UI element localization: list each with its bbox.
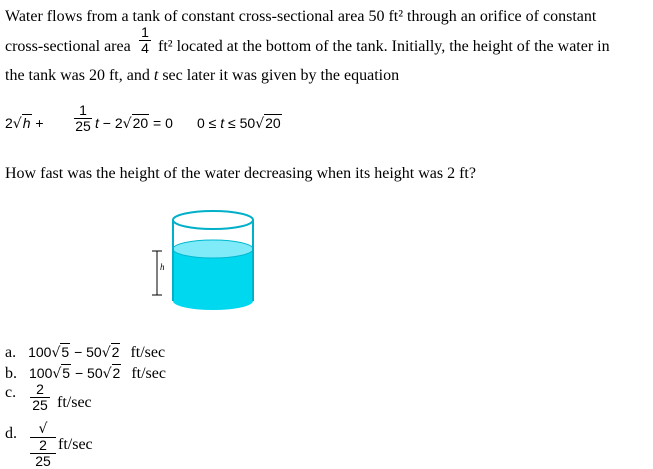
choice-unit: ft/sec: [57, 394, 92, 411]
sqrt-icon: √: [38, 421, 48, 437]
height-label: h: [160, 262, 165, 272]
fraction-one-quarter: [139, 25, 151, 56]
variable-t: t: [153, 67, 159, 84]
tank-rim: [173, 211, 253, 229]
problem-line-3: [5, 68, 399, 84]
choice-letter: a.: [5, 344, 17, 361]
problem-line-2-start: cross-sectional area: [5, 38, 131, 55]
choice-letter: c.: [5, 384, 17, 401]
fraction-numerator: [30, 422, 56, 453]
choice-radicand: 5: [61, 344, 70, 360]
fraction-denominator: 25: [75, 118, 91, 134]
equation-var-h: h: [22, 115, 31, 131]
choice-expression: [28, 344, 120, 360]
choice-a[interactable]: [5, 345, 165, 361]
choice-radicand: 2: [111, 344, 120, 360]
equation-var-t: t: [95, 115, 99, 131]
fraction-denominator: 25: [32, 397, 48, 413]
choice-minus-term: − 50: [74, 365, 103, 381]
choice-radicand: 5: [62, 365, 71, 381]
equation-fraction: [74, 103, 92, 134]
domain-radicand: 20: [265, 115, 281, 131]
equation-right: [95, 116, 173, 131]
choice-unit: ft/sec: [131, 365, 166, 382]
choice-fraction: [30, 382, 50, 413]
choice-letter: b.: [5, 365, 17, 382]
problem-line-2-end: ft² located at the bottom of the tank. Initially, the height of the water in: [158, 38, 610, 55]
fraction-numerator: 2: [36, 381, 44, 397]
water-surface: [173, 240, 253, 258]
choice-expression: [29, 365, 121, 381]
choice-b[interactable]: [5, 366, 166, 382]
equation-minus-term: − 2: [102, 115, 123, 131]
equation-plus: +: [35, 115, 44, 131]
equation-left: [5, 116, 44, 131]
fraction-numerator: 1: [141, 24, 149, 40]
sqrt-icon: √: [122, 116, 132, 132]
equation-domain: [197, 116, 282, 131]
tank-figure: [145, 205, 265, 315]
equation-equals: = 0: [153, 115, 173, 131]
sqrt-icon: √: [255, 116, 265, 132]
fraction-numerator: 1: [79, 102, 87, 118]
domain-upper: ≤ 50: [228, 115, 256, 131]
choice-unit: ft/sec: [58, 436, 93, 453]
domain-lower: 0 ≤: [197, 115, 217, 131]
choice-coef: 100: [28, 344, 52, 360]
sqrt-icon: √: [51, 345, 61, 361]
problem-line-3-start: the tank was 20 ft, and: [5, 67, 150, 84]
equation-coefficient: 2: [5, 115, 13, 131]
equation-radicand: 20: [132, 115, 149, 131]
choice-radicand: 2: [30, 437, 56, 453]
choice-minus-term: − 50: [74, 344, 102, 360]
domain-var-t: t: [220, 115, 225, 131]
choice-fraction: [30, 422, 56, 469]
fraction-denominator: 25: [35, 453, 51, 469]
sqrt-icon: √: [52, 366, 62, 382]
question-text: How fast was the height of the water decreasing when its height was 2 ft?: [5, 165, 476, 182]
choice-radicand: 2: [112, 365, 121, 381]
choice-unit: ft/sec: [130, 344, 166, 361]
problem-line-3-end: sec later it was given by the equation: [162, 67, 400, 84]
sqrt-icon: √: [12, 116, 22, 132]
sqrt-icon: √: [102, 366, 112, 382]
choice-letter: d.: [5, 425, 17, 442]
choice-coef: 100: [29, 365, 53, 381]
fraction-denominator: 4: [141, 40, 149, 56]
problem-line-1: Water flows from a tank of constant cross-sectional area 50 ft² through an orifice of constant: [5, 8, 597, 25]
sqrt-icon: √: [101, 345, 111, 361]
